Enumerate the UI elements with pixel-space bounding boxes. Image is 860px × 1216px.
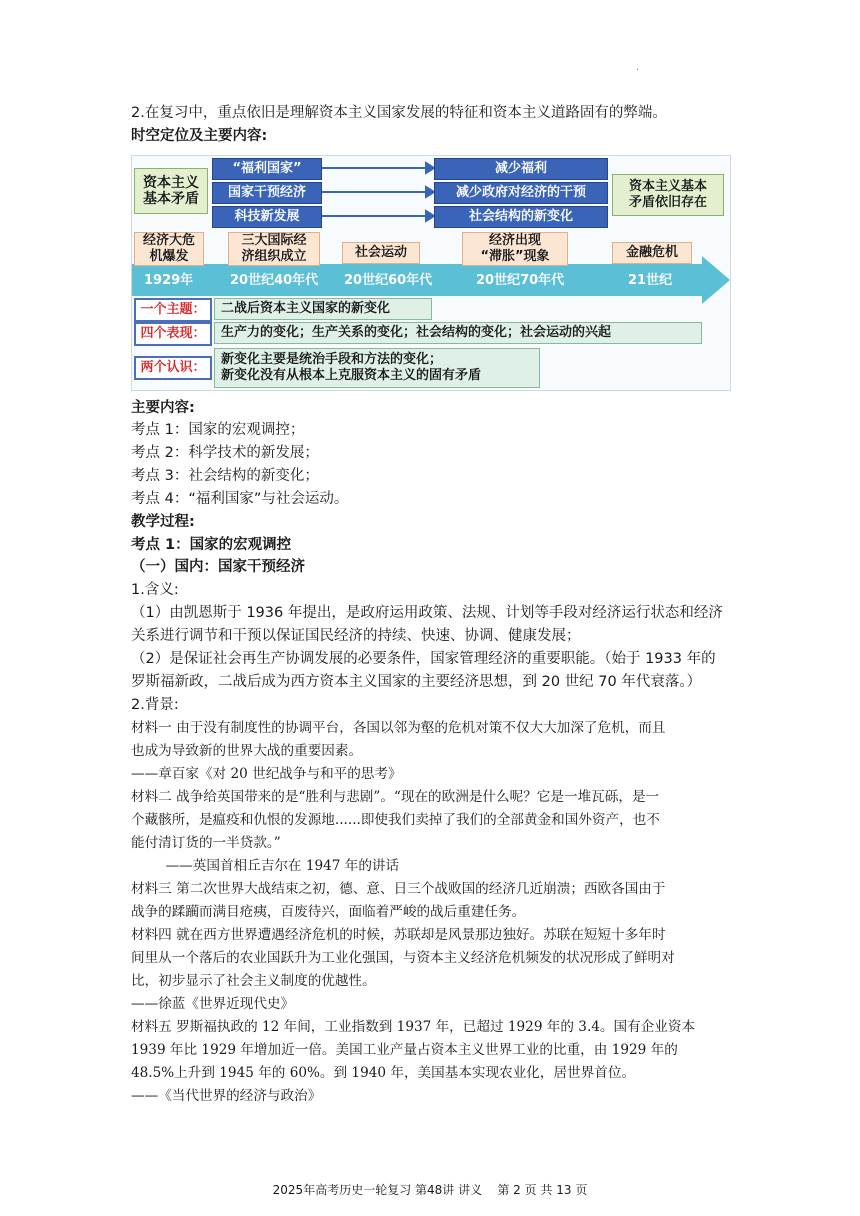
tag-one-theme: 一个主题： [134, 298, 212, 322]
tag-four-manifestations: 四个表现： [134, 322, 212, 346]
event-stagflation: 经济出现 “滞胀”现象 [462, 232, 568, 266]
year-21st: 21世纪 [628, 273, 673, 288]
year-1929: 1929年 [144, 273, 194, 288]
page-mark: . [636, 62, 640, 73]
statement-manifestations: 生产力的变化；生产关系的变化；社会结构的变化；社会运动的兴起 [214, 322, 702, 344]
event-financial-crisis: 金融危机 [612, 242, 692, 264]
material-line: 比，初步显示了社会主义制度的优越性。 [131, 973, 376, 989]
material-line: 个藏骸所，是瘟疫和仇恨的发源地......即使我们卖掉了我们的全部黄金和国外资产，也不 [131, 812, 660, 828]
material-line: 材料五 罗斯福执政的 12 年间，工业指数到 1937 年，已超过 1929 年的 3.4。国有企业资本 [131, 1019, 696, 1035]
intro-line: 2.在复习中，重点依旧是理解资本主义国家发展的特征和资本主义道路固有的弊端。 [131, 105, 667, 121]
material-line: 材料四 就在西方世界遭遇经济危机的时候，苏联却是风景那边独好。苏联在短短十多年时 [131, 927, 666, 943]
event-social-movements: 社会运动 [342, 242, 420, 264]
process-heading: 教学过程: [131, 514, 195, 530]
material-line: 战争的蹂躏而满目疮痍，百废待兴，面临着严峻的战后重建任务。 [131, 904, 526, 920]
timeline-diagram [131, 155, 731, 391]
key-point-item: 考点 4：“福利国家”与社会运动。 [131, 491, 349, 507]
state-intervention-box: 国家干预经济 [212, 182, 322, 204]
statement-theme: 二战后资本主义国家的新变化 [214, 298, 432, 320]
material-line: 48.5%上升到 1945 年的 60%。到 1940 年，美国基本实现农业化，居世界首位。 [131, 1065, 636, 1081]
key-point-item: 考点 3：社会结构的新变化； [131, 468, 319, 484]
year-1970s: 20世纪70年代 [476, 273, 565, 288]
statement-understandings: 新变化主要是统治手段和方法的变化； 新变化没有从根本上克服资本主义的固有矛盾 [214, 348, 540, 388]
reduce-welfare-box: 减少福利 [434, 158, 608, 180]
material-line: 材料三 第二次世界大战结束之初，德、意、日三个战败国的经济几近崩溃；西欧各国由于 [131, 881, 666, 897]
material-line: 材料二 战争给英国带来的是“胜利与悲剧”。“现在的欧洲是什么呢？它是一堆瓦砾，是一 [131, 789, 660, 805]
basic-contradiction-box: 资本主义 基本矛盾 [134, 168, 208, 214]
meaning-line: （2）是保证社会再生产协调发展的必要条件，国家管理经济的重要职能。（始于 1933 年的 [131, 651, 716, 667]
material-source: ——章百家《对 20 世纪战争与和平的思考》 [131, 766, 402, 782]
material-source: ——徐蓝《世界近现代史》 [131, 996, 295, 1012]
meaning-line: （1）由凯恩斯于 1936 年提出，是政府运用政策、法规、计划等手段对经济运行状态和经济 [131, 605, 723, 621]
material-line: 间里从一个落后的农业国跃升为工业化强国，与资本主义经济危机频发的状况形成了鲜明对 [131, 950, 675, 966]
contradiction-remains-box: 资本主义基本 矛盾依旧存在 [612, 174, 724, 216]
tech-development-box: 科技新发展 [212, 206, 322, 228]
material-line: 1939 年比 1929 年增加近一倍。美国工业产量占资本主义世界工业的比重，由 1929 年的 [131, 1042, 678, 1058]
event-great-depression: 经济大危 机爆发 [134, 232, 204, 266]
key-point-item: 考点 2：科学技术的新发展； [131, 445, 319, 461]
section-heading: 时空定位及主要内容: [131, 128, 268, 144]
material-line: 材料一 由于没有制度性的协调平台，各国以邻为壑的危机对策不仅大大加深了危机，而且 [131, 720, 666, 736]
background-label: 2.背景: [131, 697, 179, 713]
material-line: 也成为导致新的世界大战的重要因素。 [131, 743, 363, 759]
year-1940s: 20世纪40年代 [230, 273, 319, 288]
reduce-intervention-box: 减少政府对经济的干预 [434, 182, 608, 204]
main-content-heading: 主要内容: [131, 400, 195, 416]
social-structure-box: 社会结构的新变化 [434, 206, 608, 228]
kp1-heading: 考点 1：国家的宏观调控 [131, 537, 292, 553]
year-1960s: 20世纪60年代 [344, 273, 433, 288]
welfare-state-box: “福利国家” [212, 158, 322, 180]
material-source: ——《当代世界的经济与政治》 [131, 1088, 322, 1104]
meaning-line: 罗斯福新政，二战后成为西方资本主义国家的主要经济思想，到 20 世纪 70 年代衰落。） [131, 674, 702, 690]
material-source: ——英国首相丘吉尔在 1947 年的讲话 [131, 858, 400, 874]
tag-two-understandings: 两个认识： [134, 356, 212, 380]
event-intl-orgs: 三大国际经 济组织成立 [228, 232, 320, 266]
key-point-item: 考点 1：国家的宏观调控； [131, 422, 305, 438]
material-line: 能付清订货的一半贷款。” [131, 835, 281, 851]
meaning-line: 关系进行调节和干预以保证国民经济的持续、快速、协调、健康发展； [131, 628, 581, 644]
page-footer: 2025年高考历史一轮复习 第48讲 讲义 第 2 页 共 13 页 [272, 1183, 588, 1197]
subsection-heading: （一）国内：国家干预经济 [131, 559, 305, 575]
meaning-label: 1.含义: [131, 582, 179, 598]
